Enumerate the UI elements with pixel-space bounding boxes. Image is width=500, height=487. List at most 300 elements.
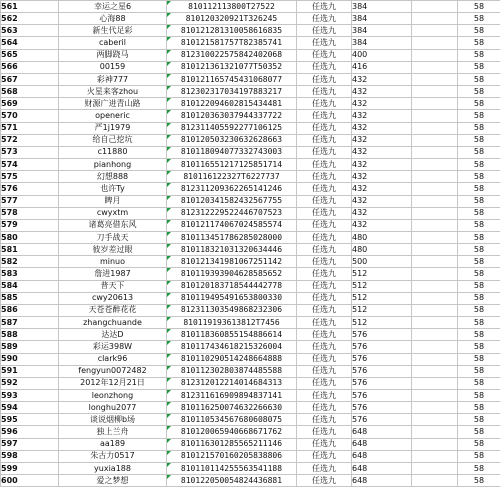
- username-cell[interactable]: caberil: [59, 37, 167, 49]
- play-type-cell[interactable]: 任选九: [297, 98, 352, 110]
- amount-cell[interactable]: 432: [352, 183, 412, 195]
- amount-cell[interactable]: 648: [352, 438, 412, 450]
- ticket-id-cell[interactable]: [167, 171, 297, 183]
- username-cell[interactable]: 彩神777: [59, 73, 167, 85]
- username-cell[interactable]: 幻想888: [59, 171, 167, 183]
- score-cell[interactable]: 58: [458, 462, 500, 474]
- amount-cell[interactable]: 432: [352, 86, 412, 98]
- empty-cell[interactable]: [412, 159, 458, 171]
- table-row: [1, 450, 500, 462]
- ticket-id-cell[interactable]: [167, 256, 297, 268]
- username-cell[interactable]: aa189: [59, 438, 167, 450]
- score-cell[interactable]: 58: [458, 280, 500, 292]
- ticket-id-text: 812311616909894837141: [181, 391, 282, 400]
- amount-cell[interactable]: 648: [352, 475, 412, 487]
- ticket-id-cell[interactable]: [167, 13, 297, 25]
- username-cell[interactable]: 幸运之星6: [59, 1, 167, 13]
- empty-cell[interactable]: [412, 1, 458, 13]
- ticket-id-text: 810118094077332743003: [181, 147, 282, 156]
- play-type-cell[interactable]: 任选九: [297, 73, 352, 85]
- score-cell[interactable]: 58: [458, 183, 500, 195]
- ticket-id-cell[interactable]: [167, 61, 297, 73]
- play-type-cell[interactable]: 任选九: [297, 146, 352, 158]
- amount-cell[interactable]: 416: [352, 61, 412, 73]
- empty-cell[interactable]: [412, 280, 458, 292]
- empty-cell[interactable]: [412, 365, 458, 377]
- amount-cell[interactable]: 576: [352, 329, 412, 341]
- ticket-id-cell[interactable]: [167, 195, 297, 207]
- score-cell[interactable]: 58: [458, 329, 500, 341]
- table-row: [1, 207, 500, 219]
- amount-cell[interactable]: 432: [352, 159, 412, 171]
- error-indicator-icon: [167, 98, 171, 102]
- play-type-cell[interactable]: 任选九: [297, 462, 352, 474]
- score-cell[interactable]: 58: [458, 207, 500, 219]
- play-type-cell[interactable]: 任选九: [297, 25, 352, 37]
- row-number-cell[interactable]: 590: [1, 353, 59, 365]
- play-type-cell[interactable]: 任选九: [297, 244, 352, 256]
- username-cell[interactable]: 爱之梦想: [59, 475, 167, 487]
- row-number-cell[interactable]: 585: [1, 292, 59, 304]
- row-number-cell[interactable]: 582: [1, 256, 59, 268]
- username-cell[interactable]: 谈说烟柳b场: [59, 414, 167, 426]
- score-cell[interactable]: 58: [458, 402, 500, 414]
- score-cell[interactable]: 58: [458, 377, 500, 389]
- play-type-cell[interactable]: 任选九: [297, 171, 352, 183]
- play-type-cell[interactable]: 任选九: [297, 122, 352, 134]
- ticket-id-cell[interactable]: [167, 280, 297, 292]
- empty-cell[interactable]: [412, 195, 458, 207]
- score-cell[interactable]: 58: [458, 98, 500, 110]
- username-cell[interactable]: minuo: [59, 256, 167, 268]
- score-cell[interactable]: 58: [458, 122, 500, 134]
- empty-cell[interactable]: [412, 292, 458, 304]
- empty-cell[interactable]: [412, 256, 458, 268]
- amount-cell[interactable]: 432: [352, 207, 412, 219]
- ticket-id-cell[interactable]: [167, 304, 297, 316]
- score-cell[interactable]: 58: [458, 159, 500, 171]
- row-number-cell[interactable]: 565: [1, 49, 59, 61]
- row-number-cell[interactable]: 571: [1, 122, 59, 134]
- empty-cell[interactable]: [412, 37, 458, 49]
- error-indicator-icon: [167, 159, 171, 163]
- play-type-cell[interactable]: 任选九: [297, 475, 352, 487]
- row-number-cell[interactable]: 587: [1, 317, 59, 329]
- ticket-id-cell[interactable]: [167, 402, 297, 414]
- ticket-id-cell[interactable]: [167, 183, 297, 195]
- row-number-cell[interactable]: 561: [1, 1, 59, 13]
- error-indicator-icon: [167, 196, 171, 200]
- play-type-cell[interactable]: 任选九: [297, 390, 352, 402]
- amount-cell[interactable]: 500: [352, 256, 412, 268]
- username-cell[interactable]: 彼岁差过眼: [59, 244, 167, 256]
- ticket-id-cell[interactable]: [167, 37, 297, 49]
- amount-cell[interactable]: 384: [352, 13, 412, 25]
- empty-cell[interactable]: [412, 146, 458, 158]
- play-type-cell[interactable]: 任选九: [297, 159, 352, 171]
- error-indicator-icon: [167, 268, 171, 272]
- ticket-id-cell[interactable]: [167, 244, 297, 256]
- error-indicator-icon: [167, 439, 171, 443]
- row-number-cell[interactable]: 589: [1, 341, 59, 353]
- empty-cell[interactable]: [412, 73, 458, 85]
- play-type-cell[interactable]: 任选九: [297, 365, 352, 377]
- score-cell[interactable]: 58: [458, 475, 500, 487]
- username-cell[interactable]: 达达D: [59, 329, 167, 341]
- amount-cell[interactable]: 512: [352, 317, 412, 329]
- ticket-id-cell[interactable]: [167, 475, 297, 487]
- row-number-cell[interactable]: 569: [1, 98, 59, 110]
- play-type-cell[interactable]: 任选九: [297, 1, 352, 13]
- score-cell[interactable]: 58: [458, 353, 500, 365]
- username-cell[interactable]: 彩运398W: [59, 341, 167, 353]
- play-type-cell[interactable]: 任选九: [297, 329, 352, 341]
- empty-cell[interactable]: [412, 341, 458, 353]
- username-cell[interactable]: 天苍苍醉花花: [59, 304, 167, 316]
- username-cell[interactable]: leonzhong: [59, 390, 167, 402]
- score-cell[interactable]: 58: [458, 426, 500, 438]
- score-cell[interactable]: 58: [458, 1, 500, 13]
- row-number-cell[interactable]: 594: [1, 402, 59, 414]
- empty-cell[interactable]: [412, 134, 458, 146]
- row-number-cell[interactable]: 596: [1, 426, 59, 438]
- row-number-cell[interactable]: 583: [1, 268, 59, 280]
- empty-cell[interactable]: [412, 426, 458, 438]
- amount-cell[interactable]: 432: [352, 219, 412, 231]
- ticket-id-text: 810110290514248664888: [181, 354, 282, 363]
- error-indicator-icon: [167, 317, 171, 321]
- play-type-cell[interactable]: 任选九: [297, 256, 352, 268]
- empty-cell[interactable]: [412, 98, 458, 110]
- username-cell[interactable]: yuxia188: [59, 462, 167, 474]
- empty-cell[interactable]: [412, 171, 458, 183]
- empty-cell[interactable]: [412, 414, 458, 426]
- score-cell[interactable]: 58: [458, 61, 500, 73]
- amount-cell[interactable]: 576: [352, 377, 412, 389]
- score-cell[interactable]: 58: [458, 414, 500, 426]
- play-type-cell[interactable]: 任选九: [297, 207, 352, 219]
- amount-cell[interactable]: 576: [352, 402, 412, 414]
- row-number-cell[interactable]: 581: [1, 244, 59, 256]
- username-cell[interactable]: clark96: [59, 353, 167, 365]
- username-cell[interactable]: 00159: [59, 61, 167, 73]
- score-cell[interactable]: 58: [458, 146, 500, 158]
- row-number-cell[interactable]: 591: [1, 365, 59, 377]
- amount-cell[interactable]: 432: [352, 134, 412, 146]
- row-number-cell[interactable]: 588: [1, 329, 59, 341]
- ticket-id-cell[interactable]: [167, 159, 297, 171]
- ticket-id-cell[interactable]: [167, 110, 297, 122]
- username-cell[interactable]: c11880: [59, 146, 167, 158]
- username-cell[interactable]: 詹进1987: [59, 268, 167, 280]
- score-cell[interactable]: 58: [458, 256, 500, 268]
- play-type-cell[interactable]: 任选九: [297, 86, 352, 98]
- row-number-cell[interactable]: 579: [1, 219, 59, 231]
- username-cell[interactable]: 诸葛亮借东风: [59, 219, 167, 231]
- amount-cell[interactable]: 576: [352, 390, 412, 402]
- username-cell[interactable]: 2012年12月21日: [59, 377, 167, 389]
- play-type-cell[interactable]: 任选九: [297, 438, 352, 450]
- ticket-id-cell[interactable]: [167, 86, 297, 98]
- play-type-cell[interactable]: 任选九: [297, 195, 352, 207]
- error-indicator-icon: [167, 366, 171, 370]
- ticket-id-cell[interactable]: [167, 390, 297, 402]
- row-number-cell[interactable]: 577: [1, 195, 59, 207]
- play-type-cell[interactable]: 任选九: [297, 110, 352, 122]
- ticket-id-cell[interactable]: [167, 353, 297, 365]
- ticket-id-cell[interactable]: [167, 317, 297, 329]
- score-cell[interactable]: 58: [458, 244, 500, 256]
- play-type-cell[interactable]: 任选九: [297, 13, 352, 25]
- score-cell[interactable]: 58: [458, 365, 500, 377]
- amount-cell[interactable]: 576: [352, 414, 412, 426]
- row-number-cell[interactable]: 578: [1, 207, 59, 219]
- ticket-id-cell[interactable]: [167, 122, 297, 134]
- username-cell[interactable]: zhangchuande: [59, 317, 167, 329]
- error-indicator-icon: [167, 293, 171, 297]
- amount-cell[interactable]: 512: [352, 304, 412, 316]
- empty-cell[interactable]: [412, 377, 458, 389]
- empty-cell[interactable]: [412, 110, 458, 122]
- username-cell[interactable]: cwy20613: [59, 292, 167, 304]
- play-type-cell[interactable]: 任选九: [297, 280, 352, 292]
- row-number-cell[interactable]: 592: [1, 377, 59, 389]
- empty-cell[interactable]: [412, 13, 458, 25]
- username-cell[interactable]: 严1j1979: [59, 122, 167, 134]
- score-cell[interactable]: 58: [458, 25, 500, 37]
- empty-cell[interactable]: [412, 183, 458, 195]
- row-number-cell[interactable]: 562: [1, 13, 59, 25]
- username-cell[interactable]: 朱古力0517: [59, 450, 167, 462]
- row-number-cell[interactable]: 574: [1, 159, 59, 171]
- table-row: [1, 195, 500, 207]
- empty-cell[interactable]: [412, 353, 458, 365]
- empty-cell[interactable]: [412, 317, 458, 329]
- score-cell[interactable]: 58: [458, 13, 500, 25]
- play-type-cell[interactable]: 任选九: [297, 353, 352, 365]
- empty-cell[interactable]: [412, 244, 458, 256]
- empty-cell[interactable]: [412, 450, 458, 462]
- amount-cell[interactable]: 512: [352, 292, 412, 304]
- score-cell[interactable]: 58: [458, 231, 500, 243]
- score-cell[interactable]: 58: [458, 37, 500, 49]
- username-cell[interactable]: 睥月: [59, 195, 167, 207]
- username-cell[interactable]: openeric: [59, 110, 167, 122]
- row-number-cell[interactable]: 580: [1, 231, 59, 243]
- empty-cell[interactable]: [412, 402, 458, 414]
- ticket-id-cell[interactable]: [167, 438, 297, 450]
- ticket-id-text: 810117434618215326004: [181, 342, 282, 351]
- ticket-id-cell[interactable]: [167, 231, 297, 243]
- amount-cell[interactable]: 480: [352, 244, 412, 256]
- amount-cell[interactable]: 648: [352, 426, 412, 438]
- ticket-id-cell[interactable]: [167, 134, 297, 146]
- amount-cell[interactable]: 432: [352, 73, 412, 85]
- ticket-id-cell[interactable]: [167, 377, 297, 389]
- row-number-cell[interactable]: 598: [1, 450, 59, 462]
- row-number-cell[interactable]: 564: [1, 37, 59, 49]
- empty-cell[interactable]: [412, 231, 458, 243]
- username-cell[interactable]: 两脚跷马: [59, 49, 167, 61]
- empty-cell[interactable]: [412, 25, 458, 37]
- empty-cell[interactable]: [412, 304, 458, 316]
- table-row: [1, 49, 500, 61]
- row-number-cell[interactable]: 568: [1, 86, 59, 98]
- row-number-cell[interactable]: 575: [1, 171, 59, 183]
- row-number-cell[interactable]: 600: [1, 475, 59, 487]
- empty-cell[interactable]: [412, 329, 458, 341]
- score-cell[interactable]: 58: [458, 292, 500, 304]
- play-type-cell[interactable]: 任选九: [297, 49, 352, 61]
- username-cell[interactable]: pianhong: [59, 159, 167, 171]
- amount-cell[interactable]: 480: [352, 231, 412, 243]
- empty-cell[interactable]: [412, 475, 458, 487]
- row-number-cell[interactable]: 593: [1, 390, 59, 402]
- username-cell[interactable]: 刀手战天: [59, 231, 167, 243]
- score-cell[interactable]: 58: [458, 390, 500, 402]
- play-type-cell[interactable]: 任选九: [297, 37, 352, 49]
- username-cell[interactable]: fengyun0072482: [59, 365, 167, 377]
- score-cell[interactable]: 58: [458, 134, 500, 146]
- amount-cell[interactable]: 432: [352, 171, 412, 183]
- empty-cell[interactable]: [412, 438, 458, 450]
- play-type-cell[interactable]: 任选九: [297, 292, 352, 304]
- error-indicator-icon: [167, 50, 171, 54]
- ticket-id-cell[interactable]: [167, 73, 297, 85]
- empty-cell[interactable]: [412, 61, 458, 73]
- score-cell[interactable]: 58: [458, 438, 500, 450]
- amount-cell[interactable]: 432: [352, 146, 412, 158]
- score-cell[interactable]: 58: [458, 304, 500, 316]
- ticket-id-cell[interactable]: [167, 450, 297, 462]
- play-type-cell[interactable]: 任选九: [297, 402, 352, 414]
- empty-cell[interactable]: [412, 219, 458, 231]
- score-cell[interactable]: 58: [458, 219, 500, 231]
- ticket-id-cell[interactable]: [167, 25, 297, 37]
- play-type-cell[interactable]: 任选九: [297, 304, 352, 316]
- amount-cell[interactable]: 576: [352, 365, 412, 377]
- play-type-cell[interactable]: 任选九: [297, 231, 352, 243]
- play-type-cell[interactable]: 任选九: [297, 61, 352, 73]
- empty-cell[interactable]: [412, 268, 458, 280]
- amount-cell[interactable]: 648: [352, 462, 412, 474]
- play-type-cell[interactable]: 任选九: [297, 317, 352, 329]
- amount-cell[interactable]: 576: [352, 341, 412, 353]
- play-type-cell[interactable]: 任选九: [297, 450, 352, 462]
- ticket-id-cell[interactable]: [167, 49, 297, 61]
- row-number-cell[interactable]: 597: [1, 438, 59, 450]
- row-number-cell[interactable]: 586: [1, 304, 59, 316]
- ticket-id-cell[interactable]: [167, 414, 297, 426]
- score-cell[interactable]: 58: [458, 171, 500, 183]
- score-cell[interactable]: 58: [458, 195, 500, 207]
- username-cell[interactable]: longhu2077: [59, 402, 167, 414]
- score-cell[interactable]: 58: [458, 450, 500, 462]
- row-number-cell[interactable]: 573: [1, 146, 59, 158]
- ticket-id-cell[interactable]: [167, 365, 297, 377]
- ticket-id-cell[interactable]: [167, 268, 297, 280]
- play-type-cell[interactable]: 任选九: [297, 341, 352, 353]
- play-type-cell[interactable]: 任选九: [297, 268, 352, 280]
- row-number-cell[interactable]: 584: [1, 280, 59, 292]
- score-cell[interactable]: 58: [458, 49, 500, 61]
- empty-cell[interactable]: [412, 86, 458, 98]
- amount-cell[interactable]: 384: [352, 37, 412, 49]
- amount-cell[interactable]: 432: [352, 122, 412, 134]
- amount-cell[interactable]: 432: [352, 98, 412, 110]
- ticket-id-cell[interactable]: [167, 1, 297, 13]
- score-cell[interactable]: 58: [458, 86, 500, 98]
- ticket-id-cell[interactable]: [167, 329, 297, 341]
- row-number-cell[interactable]: 595: [1, 414, 59, 426]
- amount-cell[interactable]: 432: [352, 195, 412, 207]
- play-type-cell[interactable]: 任选九: [297, 377, 352, 389]
- username-cell[interactable]: 独上兰舟: [59, 426, 167, 438]
- play-type-cell[interactable]: 任选九: [297, 426, 352, 438]
- ticket-id-cell[interactable]: [167, 426, 297, 438]
- score-cell[interactable]: 58: [458, 268, 500, 280]
- row-number-cell[interactable]: 566: [1, 61, 59, 73]
- amount-cell[interactable]: 384: [352, 25, 412, 37]
- ticket-id-cell[interactable]: [167, 462, 297, 474]
- empty-cell[interactable]: [412, 49, 458, 61]
- row-number-cell[interactable]: 576: [1, 183, 59, 195]
- ticket-id-cell[interactable]: [167, 207, 297, 219]
- username-cell[interactable]: 普天下: [59, 280, 167, 292]
- row-number-cell[interactable]: 570: [1, 110, 59, 122]
- amount-cell[interactable]: 512: [352, 280, 412, 292]
- ticket-id-cell[interactable]: [167, 341, 297, 353]
- username-cell[interactable]: 给自己挖坑: [59, 134, 167, 146]
- play-type-cell[interactable]: 任选九: [297, 183, 352, 195]
- score-cell[interactable]: 58: [458, 317, 500, 329]
- score-cell[interactable]: 58: [458, 110, 500, 122]
- row-number-cell[interactable]: 563: [1, 25, 59, 37]
- empty-cell[interactable]: [412, 207, 458, 219]
- score-cell[interactable]: 58: [458, 341, 500, 353]
- play-type-cell[interactable]: 任选九: [297, 134, 352, 146]
- empty-cell[interactable]: [412, 390, 458, 402]
- amount-cell[interactable]: 432: [352, 110, 412, 122]
- ticket-id-cell[interactable]: [167, 219, 297, 231]
- username-cell[interactable]: 新生代足彩: [59, 25, 167, 37]
- row-number-cell[interactable]: 567: [1, 73, 59, 85]
- play-type-cell[interactable]: 任选九: [297, 414, 352, 426]
- error-indicator-icon: [167, 123, 171, 127]
- ticket-id-cell[interactable]: [167, 98, 297, 110]
- amount-cell[interactable]: 400: [352, 49, 412, 61]
- username-cell[interactable]: 财源广进青山路: [59, 98, 167, 110]
- play-type-cell[interactable]: 任选九: [297, 219, 352, 231]
- amount-cell[interactable]: 576: [352, 353, 412, 365]
- amount-cell[interactable]: 648: [352, 450, 412, 462]
- username-cell[interactable]: 火星来客zhou: [59, 86, 167, 98]
- amount-cell[interactable]: 384: [352, 1, 412, 13]
- ticket-id-cell[interactable]: [167, 292, 297, 304]
- ticket-id-cell[interactable]: [167, 146, 297, 158]
- empty-cell[interactable]: [412, 462, 458, 474]
- error-indicator-icon: [167, 86, 171, 90]
- row-number-cell[interactable]: 572: [1, 134, 59, 146]
- amount-cell[interactable]: 512: [352, 268, 412, 280]
- ticket-id-text: 810122050054824436881: [181, 476, 282, 485]
- username-cell[interactable]: 也许Ty: [59, 183, 167, 195]
- empty-cell[interactable]: [412, 122, 458, 134]
- row-number-cell[interactable]: 599: [1, 462, 59, 474]
- username-cell[interactable]: 心海88: [59, 13, 167, 25]
- score-cell[interactable]: 58: [458, 73, 500, 85]
- username-cell[interactable]: cwyxtm: [59, 207, 167, 219]
